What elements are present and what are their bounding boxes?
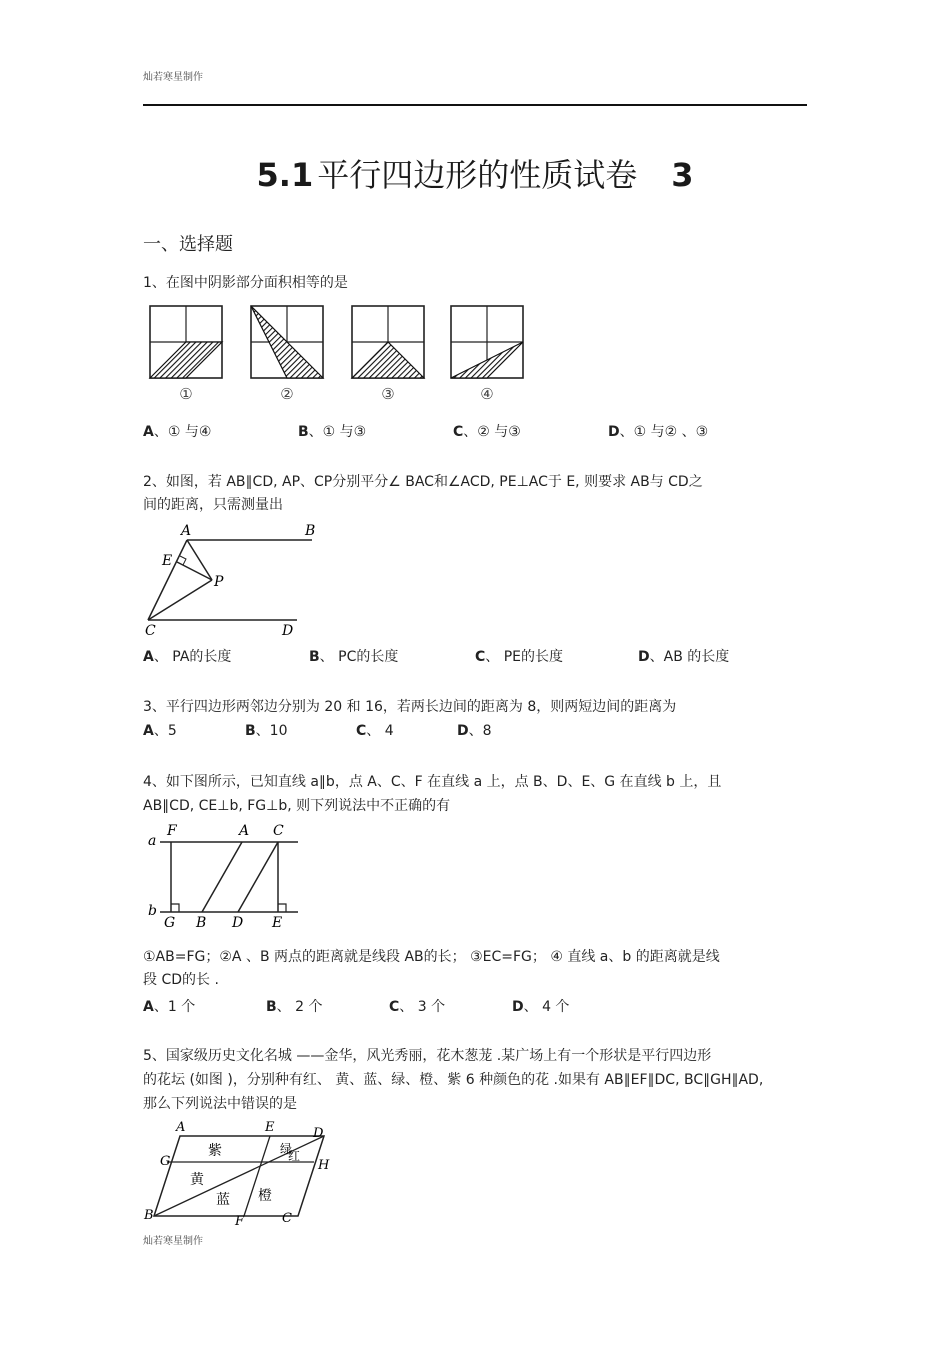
question-2-figure	[140, 518, 330, 642]
q5-region-red: 红	[288, 1149, 301, 1163]
q2-label-b: B	[305, 523, 316, 539]
question-5-line-3: 那么下列说法中错误的是	[143, 1096, 297, 1112]
q4-label-g: G	[164, 915, 176, 930]
question-4-statements-1: ①AB=FG；②A 、B 两点的距离就是线段 AB的长； ③EC=FG； ④ 直线 a、b 的距离就是线	[143, 949, 720, 965]
question-1-text: 1、在图中阴影部分面积相等的是	[143, 275, 348, 291]
figure-1-label: ①	[179, 385, 193, 403]
q2-option-a[interactable]: A、 PA的长度	[143, 649, 232, 665]
grid-figure-2	[251, 306, 323, 403]
grid-figure-3	[352, 306, 424, 403]
q1-option-b[interactable]: B、① 与③	[298, 424, 367, 440]
q2-label-c: C	[145, 623, 156, 639]
q5-region-purple: 紫	[208, 1143, 222, 1159]
question-3-text: 3、平行四边形两邻边分别为 20 和 16，若两长边间的距离为 8，则两短边间的距离为	[143, 699, 677, 715]
figure-3-label: ③	[381, 385, 395, 403]
q1-option-c[interactable]: C、② 与③	[453, 424, 521, 440]
title-number: 5.1	[256, 156, 314, 194]
question-4-line-2: AB∥CD, CE⊥b, FG⊥b, 则下列说法中不正确的有	[143, 798, 451, 814]
q5-label-c: C	[282, 1211, 292, 1226]
grid-figure-4	[451, 306, 523, 403]
q2-option-d[interactable]: D、AB 的长度	[638, 649, 730, 665]
q5-label-g: G	[160, 1154, 171, 1169]
question-2-line-2: 间的距离，只需测量出	[143, 497, 283, 513]
q3-option-b[interactable]: B、10	[245, 723, 288, 739]
page-title	[0, 150, 950, 196]
grid-figure-1	[150, 306, 222, 403]
q5-label-b: B	[144, 1208, 154, 1223]
q2-label-e: E	[162, 553, 173, 569]
page-footer: 灿若寒星制作	[143, 1236, 203, 1247]
q2-option-b[interactable]: B、 PC的长度	[309, 649, 399, 665]
question-5-line-2: 的花坛 (如图 )，分别种有红、 黄、蓝、绿、橙、紫 6 种颜色的花 .如果有 AB∥EF∥DC, BC∥GH∥AD,	[143, 1072, 764, 1088]
figure-4-label: ④	[480, 385, 494, 403]
q1-option-d[interactable]: D、① 与② 、③	[608, 424, 709, 440]
question-5-line-1: 5、国家级历史文化名城 ——金华，风光秀丽，花木葱茏 .某广场上有一个形状是平行四边形	[143, 1048, 712, 1064]
q2-label-d: D	[282, 623, 294, 639]
q5-label-f: F	[235, 1214, 245, 1229]
section-heading: 一、选择题	[143, 234, 233, 255]
q3-option-d[interactable]: D、8	[457, 723, 492, 739]
q4-label-a: A	[239, 823, 250, 839]
question-2-line-1: 2、如图，若 AB∥CD, AP、CP分别平分∠ BAC和∠ACD, PE⊥AC于 E, 则要求 AB与 CD之	[143, 474, 703, 490]
q4-option-a[interactable]: A、1 个	[143, 999, 196, 1015]
q4-label-e: E	[272, 915, 283, 930]
q5-label-e: E	[265, 1120, 275, 1135]
q4-label-d: D	[232, 915, 244, 930]
q4-option-d[interactable]: D、 4 个	[512, 999, 570, 1015]
title-suffix: 3	[671, 156, 694, 194]
header-rule	[143, 104, 807, 106]
q5-region-orange: 橙	[258, 1188, 272, 1204]
q4-option-c[interactable]: C、 3 个	[389, 999, 446, 1015]
question-5-figure	[140, 1118, 340, 1230]
q4-label-f: F	[167, 823, 177, 839]
q5-label-h: H	[318, 1158, 330, 1173]
q2-label-p: P	[214, 574, 224, 590]
q5-region-green: 绿	[280, 1142, 293, 1156]
q5-region-yellow: 黄	[190, 1172, 204, 1188]
q4-label-line-b: b	[148, 903, 157, 919]
q4-label-c: C	[273, 823, 284, 839]
q3-option-c[interactable]: C、 4	[356, 723, 394, 739]
q4-label-b: B	[196, 915, 207, 930]
page-header: 灿若寒星制作	[143, 72, 203, 83]
question-1-figure	[143, 298, 543, 406]
q1-option-a[interactable]: A、① 与④	[143, 424, 212, 440]
question-4-line-1: 4、如下图所示，已知直线 a∥b，点 A、C、F 在直线 a 上，点 B、D、E、G 在直线 b 上，且	[143, 774, 722, 790]
q2-label-a: A	[181, 523, 192, 539]
question-4-figure	[140, 818, 305, 930]
q3-option-a[interactable]: A、5	[143, 723, 177, 739]
question-4-statements-2: 段 CD的长 .	[143, 972, 219, 988]
figure-2-label: ②	[280, 385, 294, 403]
q5-label-a: A	[176, 1120, 186, 1135]
q5-label-d: D	[313, 1126, 324, 1141]
q2-option-c[interactable]: C、 PE的长度	[475, 649, 564, 665]
q5-region-blue: 蓝	[216, 1192, 230, 1208]
title-text: 平行四边形的性质试卷	[317, 156, 638, 194]
q4-label-line-a: a	[148, 833, 157, 849]
q4-option-b[interactable]: B、 2 个	[266, 999, 323, 1015]
